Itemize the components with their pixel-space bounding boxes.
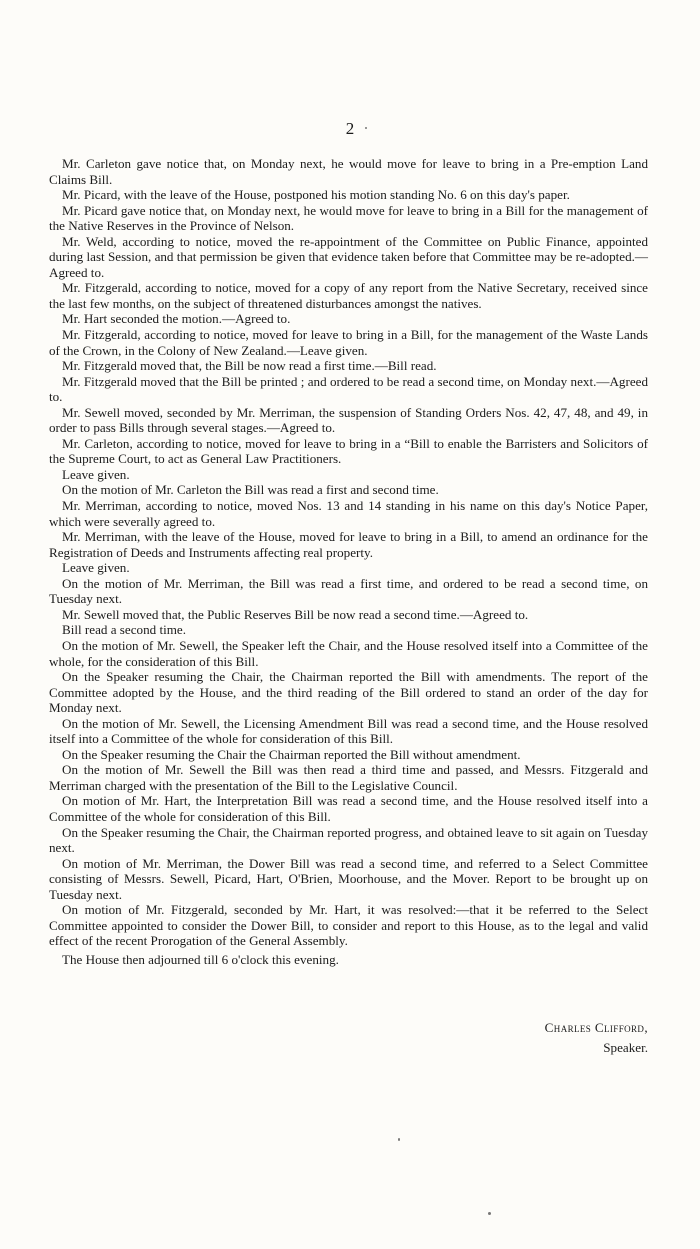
paragraph: On motion of Mr. Fitzgerald, seconded by Mr. Hart, it was resolved:—that it be referred to the Select Committee appointed to consider the Dower Bill, to consider and report to this House, as to the legal and valid effect of the recent Prorogation of the General Assembly. [49, 902, 648, 949]
paragraph: Leave given. [62, 466, 130, 482]
adjournment-line: The House then adjourned till 6 o'clock this evening. [62, 951, 339, 967]
paragraph: On motion of Mr. Merriman, the Dower Bill was read a second time, and referred to a Select Committee consisting of Messrs. Sewell, Picard, Hart, O'Brien, Moorhouse, and the Mover. Report to be brought up on Tuesday next. [49, 855, 648, 902]
paragraph: Bill read a second time. [62, 622, 186, 638]
paragraph: Mr. Sewell moved, seconded by Mr. Merriman, the suspension of Standing Orders Nos. 42, 47, 48, and 49, in order to pass Bills through several stages.—Agreed to. [49, 404, 648, 436]
paragraph: On the Speaker resuming the Chair, the Chairman reported the Bill with amendments. The report of the Committee adopted by the House, and the third reading of the Bill ordered to stand an order of the day for Monday next. [49, 669, 648, 716]
page-number: 2 [345, 119, 355, 138]
paper-speck [488, 1212, 491, 1215]
paragraph: Mr. Fitzgerald moved that the Bill be printed ; and ordered to be read a second time, on Monday next.—Agreed to. [49, 373, 648, 405]
paragraph: Mr. Carleton gave notice that, on Monday next, he would move for leave to bring in a Pre-emption Land Claims Bill. [49, 156, 648, 187]
paragraph: On the motion of Mr. Merriman, the Bill was read a first time, and ordered to be read a second time, on Tuesday next. [49, 575, 648, 607]
paragraph: Mr. Picard gave notice that, on Monday next, he would move for leave to bring in a Bill for the management of the Native Reserves in the Province of Nelson. [49, 202, 648, 234]
proceedings-text [49, 156, 648, 967]
paragraph: Mr. Hart seconded the motion.—Agreed to. [62, 311, 291, 327]
paper-speck [365, 127, 367, 129]
paper-speck [398, 1138, 400, 1141]
paragraph: Mr. Carleton, according to notice, moved for leave to bring in a “Bill to enable the Barristers and Solicitors of the Supreme Court, to act as General Law Practitioners. [49, 435, 648, 467]
speaker-name: Charles Clifford, [544, 1020, 648, 1035]
paragraph: On the motion of Mr. Sewell, the Licensing Amendment Bill was read a second time, and the House resolved itself into a Committee of the whole for consideration of this Bill. [49, 715, 648, 747]
paragraph: On the Speaker resuming the Chair, the Chairman reported progress, and obtained leave to sit again on Tuesday next. [49, 824, 648, 856]
paragraph: Leave given. [62, 560, 130, 576]
speaker-title: Speaker. [603, 1040, 648, 1055]
paragraph: Mr. Merriman, with the leave of the House, moved for leave to bring in a Bill, to amend an ordinance for the Registration of Deeds and Instruments affecting real property. [49, 529, 648, 560]
paragraph: On the motion of Mr. Carleton the Bill was read a first and second time. [62, 482, 439, 498]
signature-block [545, 1018, 648, 1058]
paragraph: Mr. Sewell moved that, the Public Reserves Bill be now read a second time.—Agreed to. [62, 606, 529, 622]
paragraph: On motion of Mr. Hart, the Interpretation Bill was read a second time, and the House resolved itself into a Committee of the whole for consideration of this Bill. [49, 793, 648, 824]
paragraph: Mr. Picard, with the leave of the House, postponed his motion standing No. 6 on this day's paper. [62, 187, 570, 203]
paragraph: Mr. Fitzgerald moved that, the Bill be now read a first time.—Bill read. [62, 358, 437, 374]
paragraph: On the motion of Mr. Sewell, the Speaker left the Chair, and the House resolved itself into a Committee of the whole, for the consideration of this Bill. [49, 637, 648, 669]
paragraph: Mr. Fitzgerald, according to notice, moved for a copy of any report from the Native Secretary, received since the last few months, on the subject of threatened disturbances amongst the natives. [49, 280, 648, 311]
paragraph: Mr. Merriman, according to notice, moved Nos. 13 and 14 standing in his name on this day's Notice Paper, which were severally agreed to. [49, 498, 648, 529]
paragraph: On the Speaker resuming the Chair the Chairman reported the Bill without amendment. [62, 746, 521, 762]
paragraph: Mr. Weld, according to notice, moved the re-appointment of the Committee on Public Finance, appointed during last Session, and that permission be given that evidence taken before that Committee may be re-adopted.—Agreed to. [49, 233, 648, 280]
paragraph: On the motion of Mr. Sewell the Bill was then read a third time and passed, and Messrs. Fitzgerald and Merriman charged with the presentation of the Bill to the Legislative Council. [49, 762, 648, 793]
paragraph: Mr. Fitzgerald, according to notice, moved for leave to bring in a Bill, for the management of the Waste Lands of the Crown, in the Colony of New Zealand.—Leave given. [49, 327, 648, 358]
